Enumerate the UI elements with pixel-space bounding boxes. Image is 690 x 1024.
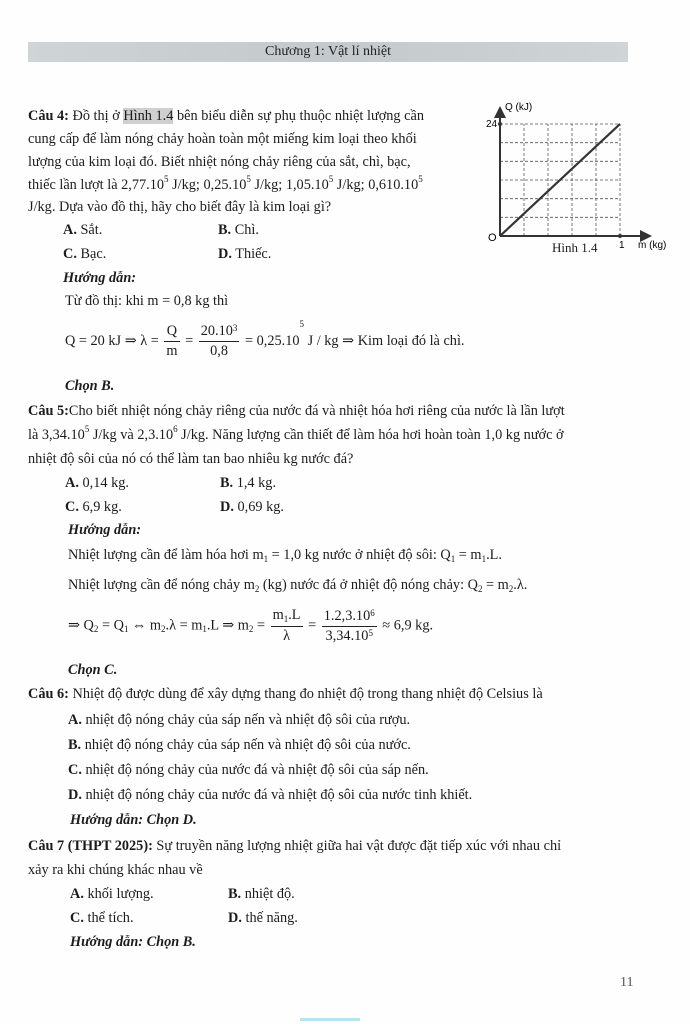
q5-step-1: Nhiệt lượng cần để làm hóa hơi $m_1 = 1,0$ kg nước ở nhiệt độ sôi: $Q_1 = m_1.L$. — [68, 547, 502, 564]
q5-answer: Chọn C. — [68, 662, 118, 678]
q7-answer: Hướng dẫn: Chọn B. — [70, 934, 196, 950]
q6-option-a: A. nhiệt độ nóng chảy của sáp nến và nhiệt độ sôi của rượu. — [68, 712, 411, 728]
q5-option-b: B. 1,4 kg. — [220, 475, 277, 491]
q7-line-2: xảy ra khi chúng khác nhau về — [28, 862, 203, 878]
q4-option-b: B. Chì. — [218, 222, 259, 238]
q4-option-a: A. Sắt. — [63, 222, 103, 238]
x-axis-label: m (kg) — [638, 240, 667, 251]
q6-question: Câu 6: Nhiệt độ được dùng để xây dựng thang đo nhiệt độ trong thang nhiệt độ Celsius là — [28, 686, 543, 702]
q4-answer: Chọn B. — [65, 378, 115, 394]
origin-label: O — [488, 232, 497, 244]
q4-line-2: cung cấp để làm nóng chảy hoàn toàn một miếng kim loại theo khối — [28, 131, 417, 147]
q7-option-c: C. thể tích. — [70, 910, 134, 926]
q4-guide-label: Hướng dẫn: — [63, 270, 137, 286]
figure-chart — [488, 100, 688, 250]
q5-line-3: nhiệt độ sôi của nó có thể làm tan bao nhiêu kg nước đá? — [28, 451, 354, 467]
q4-line-1 — [28, 108, 424, 125]
q4-text: Đồ thị ở — [72, 108, 120, 124]
q7-option-b: B. nhiệt độ. — [228, 886, 295, 902]
q4-line-3: lượng của kim loại đó. Biết nhiệt nóng chảy riêng của sắt, chì, bạc, — [28, 154, 411, 170]
q5-option-a: A. 0,14 kg. — [65, 475, 129, 491]
q6-option-c: C. nhiệt độ nóng chảy của nước đá và nhiệt độ sôi của sáp nến. — [68, 762, 429, 778]
q4-option-c: C. Bạc. — [63, 246, 107, 262]
q4-line-4: thiếc lần lượt là 2,77.10$^5$ J/kg; 0,25.10$^5$ J/kg; 1,05.10$^5$ J/kg; 0,610.10$^5$ — [28, 174, 423, 193]
q5-option-d: D. 0,69 kg. — [220, 499, 284, 515]
bottom-decoration — [300, 1018, 360, 1021]
chapter-title: Chương 1: Vật lí nhiệt — [265, 44, 391, 59]
figure-caption: Hình 1.4 — [552, 240, 598, 255]
fraction: $\frac{20.10^3}{0,8}$ — [200, 323, 238, 359]
q6-option-d: D. nhiệt độ nóng chảy của nước đá và nhiệt độ sôi của nước tinh khiết. — [68, 787, 473, 803]
figure-reference: Hình 1.4 — [123, 108, 174, 124]
q5-guide-label: Hướng dẫn: — [68, 522, 142, 538]
q5-line-1: Câu 5:Cho biết nhiệt nóng chảy riêng của nước đá và nhiệt hóa hơi riêng của nước là lần lượt — [28, 403, 565, 419]
q6-answer: Hướng dẫn: Chọn D. — [70, 812, 197, 828]
q7-option-d: D. thế năng. — [228, 910, 298, 926]
y-axis-label: Q (kJ) — [505, 102, 533, 113]
q4-text: bên biểu diễn sự phụ thuộc nhiệt lượng cần — [176, 108, 424, 124]
y-tick-label: 24 — [486, 119, 498, 130]
q5-option-c: C. 6,9 kg. — [65, 499, 122, 515]
chapter-header — [28, 42, 628, 62]
q5-line-2: là 3,34.10$^5$ J/kg và 2,3.10$^6$ J/kg. Năng lượng cần thiết để làm hóa hơi hoàn toàn 1,0 kg nước ở — [28, 424, 564, 443]
q5-step-2: Nhiệt lượng cần để nóng chảy $m_2$ (kg) nước đá ở nhiệt độ nóng chảy: $Q_2 = m_2.\lambda$. — [68, 577, 528, 594]
q5-equation: ⇒ $Q_2 = Q_1$ ⇔ $m_2.\lambda = m_1.L$ ⇒ $m_2$ = $\frac{m_1.L}{\lambda}$ = $\frac{1.2,3.10^6}{3,34.10^5}$ ≈ 6,9 kg. — [68, 607, 434, 644]
q7-line-1: Câu 7 (THPT 2025): Sự truyền năng lượng nhiệt giữa hai vật được đặt tiếp xúc với nhau chỉ — [28, 838, 562, 854]
q4-option-d: D. Thiếc. — [218, 246, 272, 262]
q4-label: Câu 4: — [28, 108, 69, 124]
page-number: 11 — [620, 975, 634, 990]
fraction: $\frac{1.2,3.10^6}{3,34.10^5}$ — [323, 607, 375, 644]
q6-option-b: B. nhiệt độ nóng chảy của sáp nến và nhiệt độ sôi của nước. — [68, 737, 411, 753]
fraction: $\frac{Q}{m}$ — [166, 323, 178, 359]
x-tick-label: 1 — [619, 240, 625, 251]
q4-step-1: Từ đồ thị: khi m = 0,8 kg thì — [65, 293, 229, 309]
q4-equation: Q = 20 kJ ⇒ λ = $\frac{Q}{m}$ = $\frac{20.10^3}{0,8}$ = $0,25.10^5$ J / kg ⇒ Kim loại đó là chì. — [65, 319, 465, 359]
q7-option-a: A. khối lượng. — [70, 886, 154, 902]
q4-line-5: J/kg. Dựa vào đồ thị, hãy cho biết đây là kim loại gì? — [28, 199, 332, 215]
fraction: $\frac{m_1.L}{\lambda}$ — [272, 607, 301, 644]
